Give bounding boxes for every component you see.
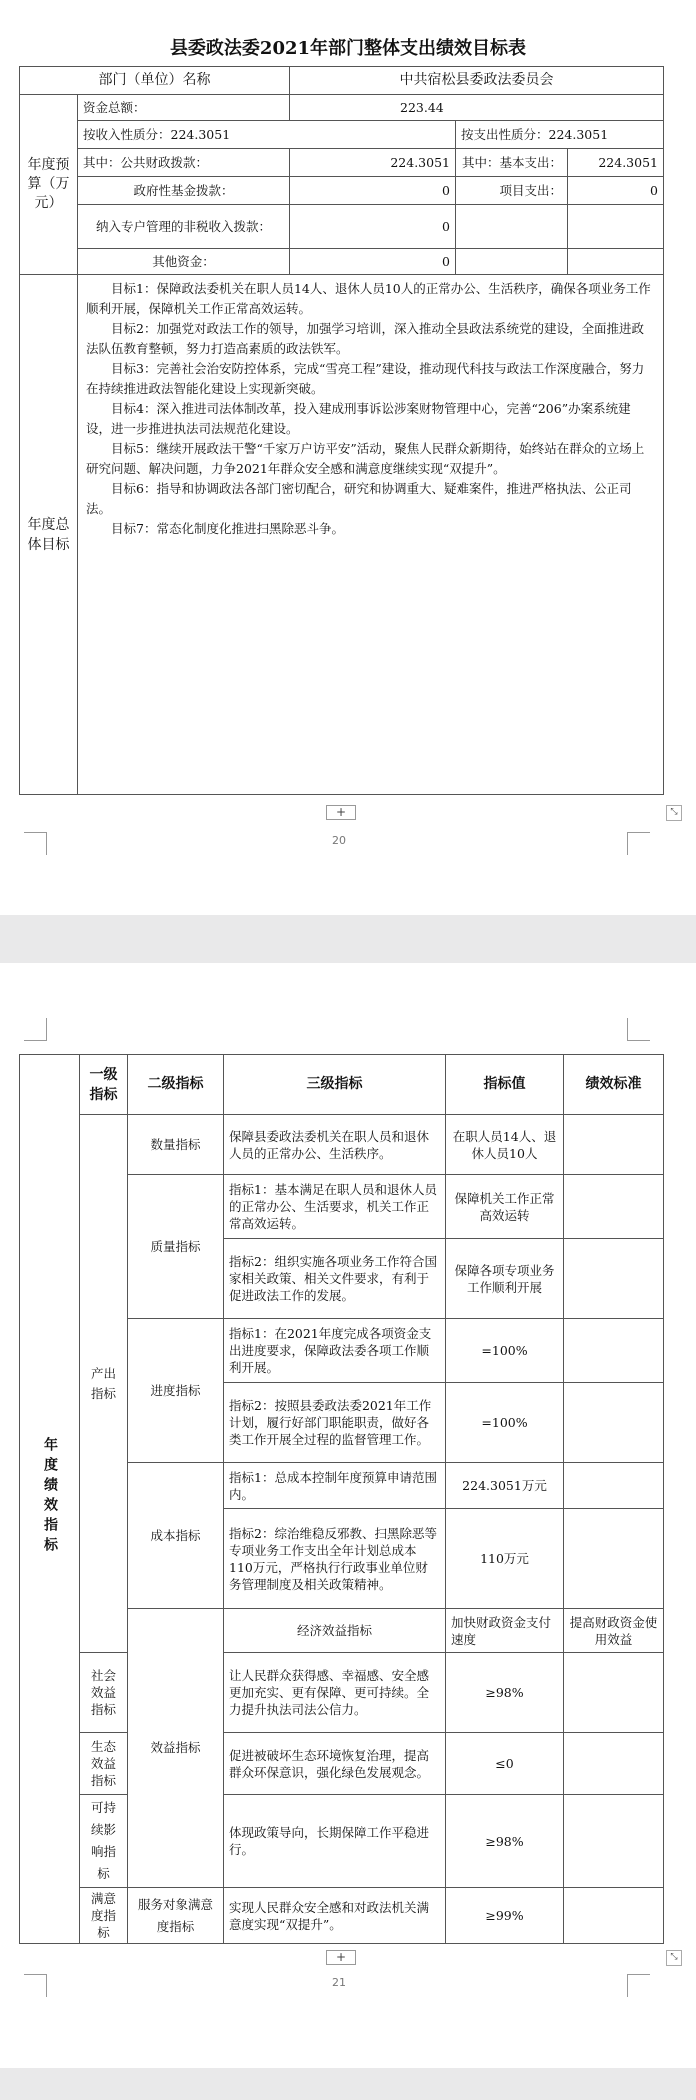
page-number: 21 xyxy=(332,1976,346,1989)
header-level3: 三级指标 xyxy=(224,1055,446,1115)
goal-item: 目标2：加强党对政法工作的领导，加强学习培训，深入推动全县政法系统党的建设，全面推进政法队伍教育整顿，努力打造高素质的政法铁军。 xyxy=(86,321,644,356)
cost-value-2: 110万元 xyxy=(446,1509,564,1609)
econ-label: 经济效益指标 xyxy=(224,1609,446,1653)
quality-standard-1 xyxy=(564,1175,664,1239)
cost-label: 成本指标 xyxy=(128,1463,224,1609)
service-standard xyxy=(564,1888,664,1944)
goal-item: 目标3：完善社会治安防控体系，完成“雪亮工程”建设，推动现代科技与政法工作深度融合，努力在持续推进政法智能化建设上实现新突破。 xyxy=(86,361,645,396)
nontax-value: 0 xyxy=(290,205,456,249)
empty-cell xyxy=(456,249,568,275)
eco-standard xyxy=(564,1733,664,1795)
cost-standard-2 xyxy=(564,1509,664,1609)
fiscal-label: 其中：公共财政拨款： xyxy=(78,149,290,177)
progress-value-1: =100% xyxy=(446,1319,564,1383)
progress-l3-1: 指标1：在2021年度完成各项资金支出进度要求，保障政法委各项工作顺利开展。 xyxy=(224,1319,446,1383)
sustain-label: 可持续影响指标 xyxy=(80,1795,128,1888)
total-value: 223.44 xyxy=(290,95,664,121)
empty-cell xyxy=(456,205,568,249)
service-label: 服务对象满意度指标 xyxy=(128,1888,224,1944)
project-label: 项目支出： xyxy=(456,177,568,205)
cost-l3-2: 指标2：综治维稳反邪教、扫黑除恶等专项业务工作支出全年计划总成本110万元，严格执行行政事业单位财务管理制度及相关政策精神。 xyxy=(224,1509,446,1609)
econ-l3: 加快财政资金支付速度 xyxy=(446,1609,564,1653)
progress-standard-1 xyxy=(564,1319,664,1383)
page-number: 20 xyxy=(332,834,346,847)
goal-item: 目标5：继续开展政法干警“千家万户访平安”活动，聚焦人民群众新期待，始终站在群众的立场上研究问题、解决问题，力争2021年群众安全感和满意度继续实现“双提升”。 xyxy=(86,441,645,476)
other-label: 其他资金： xyxy=(78,249,290,275)
sustain-l3: 体现政策导向，长期保障工作平稳进行。 xyxy=(224,1795,446,1888)
progress-l3-2: 指标2：按照县委政法委2021年工作计划，履行好部门职能职责，做好各类工作开展全过程的监督管理工作。 xyxy=(224,1383,446,1463)
quality-l3-2: 指标2：组织实施各项业务工作符合国家相关政策、相关文件要求，有利于促进政法工作的发展。 xyxy=(224,1239,446,1319)
header-value: 指标值 xyxy=(446,1055,564,1115)
side-label: 年度绩效指标 xyxy=(20,1055,80,1944)
goal-item: 目标4：深入推进司法体制改革，投入建成刑事诉讼涉案财物管理中心，完善“206”办案系统建设，进一步推进执法司法规范化建设。 xyxy=(86,401,631,436)
budget-label: 年度预算（万元） xyxy=(20,95,78,275)
corner-mark xyxy=(24,1974,47,1997)
quality-l3-1: 指标1：基本满足在职人员和退休人员的正常办公、生活要求，机关工作正常高效运转。 xyxy=(224,1175,446,1239)
resize-handle-icon[interactable]: ⤡ xyxy=(666,1950,682,1966)
satisfaction-label: 满意度指标 xyxy=(80,1888,128,1944)
sustain-value: ≥98% xyxy=(446,1795,564,1888)
quantity-standard xyxy=(564,1115,664,1175)
social-value: ≥98% xyxy=(446,1653,564,1733)
corner-mark xyxy=(627,1018,650,1041)
page-separator xyxy=(0,2068,696,2100)
quality-value-2: 保障各项专项业务工作顺利开展 xyxy=(446,1239,564,1319)
header-level1: 一级指标 xyxy=(80,1055,128,1115)
eco-label: 生态效益指标 xyxy=(80,1733,128,1795)
dept-value: 中共宿松县委政法委员会 xyxy=(290,67,664,95)
budget-table xyxy=(19,66,664,795)
output-label: 产出指标 xyxy=(80,1115,128,1653)
basic-label: 其中：基本支出： xyxy=(456,149,568,177)
header-level2: 二级指标 xyxy=(128,1055,224,1115)
corner-mark xyxy=(24,1018,47,1041)
social-l3: 让人民群众获得感、幸福感、安全感更加充实、更有保障、更可持续。全力提升执法司法公信力。 xyxy=(224,1653,446,1733)
social-label: 社会效益指标 xyxy=(80,1653,128,1733)
service-l3: 实现人民群众安全感和对政法机关满意度实现“双提升”。 xyxy=(224,1888,446,1944)
progress-standard-2 xyxy=(564,1383,664,1463)
goals-cell xyxy=(78,275,664,795)
goal-item: 目标6：指导和协调政法各部门密切配合，研究和协调重大、疑难案件，推进严格执法、公正司法。 xyxy=(86,481,632,516)
progress-value-2: =100% xyxy=(446,1383,564,1463)
eco-value: ≤0 xyxy=(446,1733,564,1795)
quality-standard-2 xyxy=(564,1239,664,1319)
basic-value: 224.3051 xyxy=(568,149,664,177)
quantity-label: 数量指标 xyxy=(128,1115,224,1175)
benefit-label: 效益指标 xyxy=(128,1609,224,1888)
quality-label: 质量指标 xyxy=(128,1175,224,1319)
expense-breakdown: 按支出性质分：224.3051 xyxy=(456,121,664,149)
eco-l3: 促进被破坏生态环境恢复治理，提高群众环保意识，强化绿色发展观念。 xyxy=(224,1733,446,1795)
goals-label: 年度总体目标 xyxy=(20,275,78,795)
fiscal-value: 224.3051 xyxy=(290,149,456,177)
progress-label: 进度指标 xyxy=(128,1319,224,1463)
corner-mark xyxy=(627,1974,650,1997)
empty-cell xyxy=(568,205,664,249)
fund-label: 政府性基金拨款： xyxy=(78,177,290,205)
document-title: 县委政法委2021年部门整体支出绩效目标表 xyxy=(169,38,527,59)
project-value: 0 xyxy=(568,177,664,205)
cost-l3-1: 指标1：总成本控制年度预算申请范围内。 xyxy=(224,1463,446,1509)
fund-value: 0 xyxy=(290,177,456,205)
cost-value-1: 224.3051万元 xyxy=(446,1463,564,1509)
add-row-button[interactable]: + xyxy=(326,805,356,820)
sustain-standard xyxy=(564,1795,664,1888)
cost-standard-1 xyxy=(564,1463,664,1509)
indicator-table xyxy=(19,1054,664,1944)
resize-handle-icon[interactable]: ⤡ xyxy=(666,805,682,821)
econ-value: 提高财政资金使用效益 xyxy=(564,1609,664,1653)
goal-item: 目标1：保障政法委机关在职人员14人、退休人员10人的正常办公、生活秩序，确保各项业务工作顺利开展，保障机关工作正常高效运转。 xyxy=(86,281,651,316)
goal-item: 目标7：常态化制度化推进扫黑除恶斗争。 xyxy=(111,521,344,536)
total-label: 资金总额： xyxy=(78,95,290,121)
quantity-value: 在职人员14人、退休人员10人 xyxy=(446,1115,564,1175)
quality-value-1: 保障机关工作正常高效运转 xyxy=(446,1175,564,1239)
corner-mark xyxy=(627,832,650,855)
service-value: ≥99% xyxy=(446,1888,564,1944)
page-separator xyxy=(0,915,696,963)
empty-cell xyxy=(568,249,664,275)
quantity-l3: 保障县委政法委机关在职人员和退休人员的正常办公、生活秩序。 xyxy=(224,1115,446,1175)
income-breakdown: 按收入性质分：224.3051 xyxy=(78,121,456,149)
nontax-label: 纳入专户管理的非税收入拨款： xyxy=(78,205,290,249)
header-standard: 绩效标准 xyxy=(564,1055,664,1115)
other-value: 0 xyxy=(290,249,456,275)
corner-mark xyxy=(24,832,47,855)
dept-label: 部门（单位）名称 xyxy=(20,67,290,95)
social-standard xyxy=(564,1653,664,1733)
add-row-button[interactable]: + xyxy=(326,1950,356,1965)
